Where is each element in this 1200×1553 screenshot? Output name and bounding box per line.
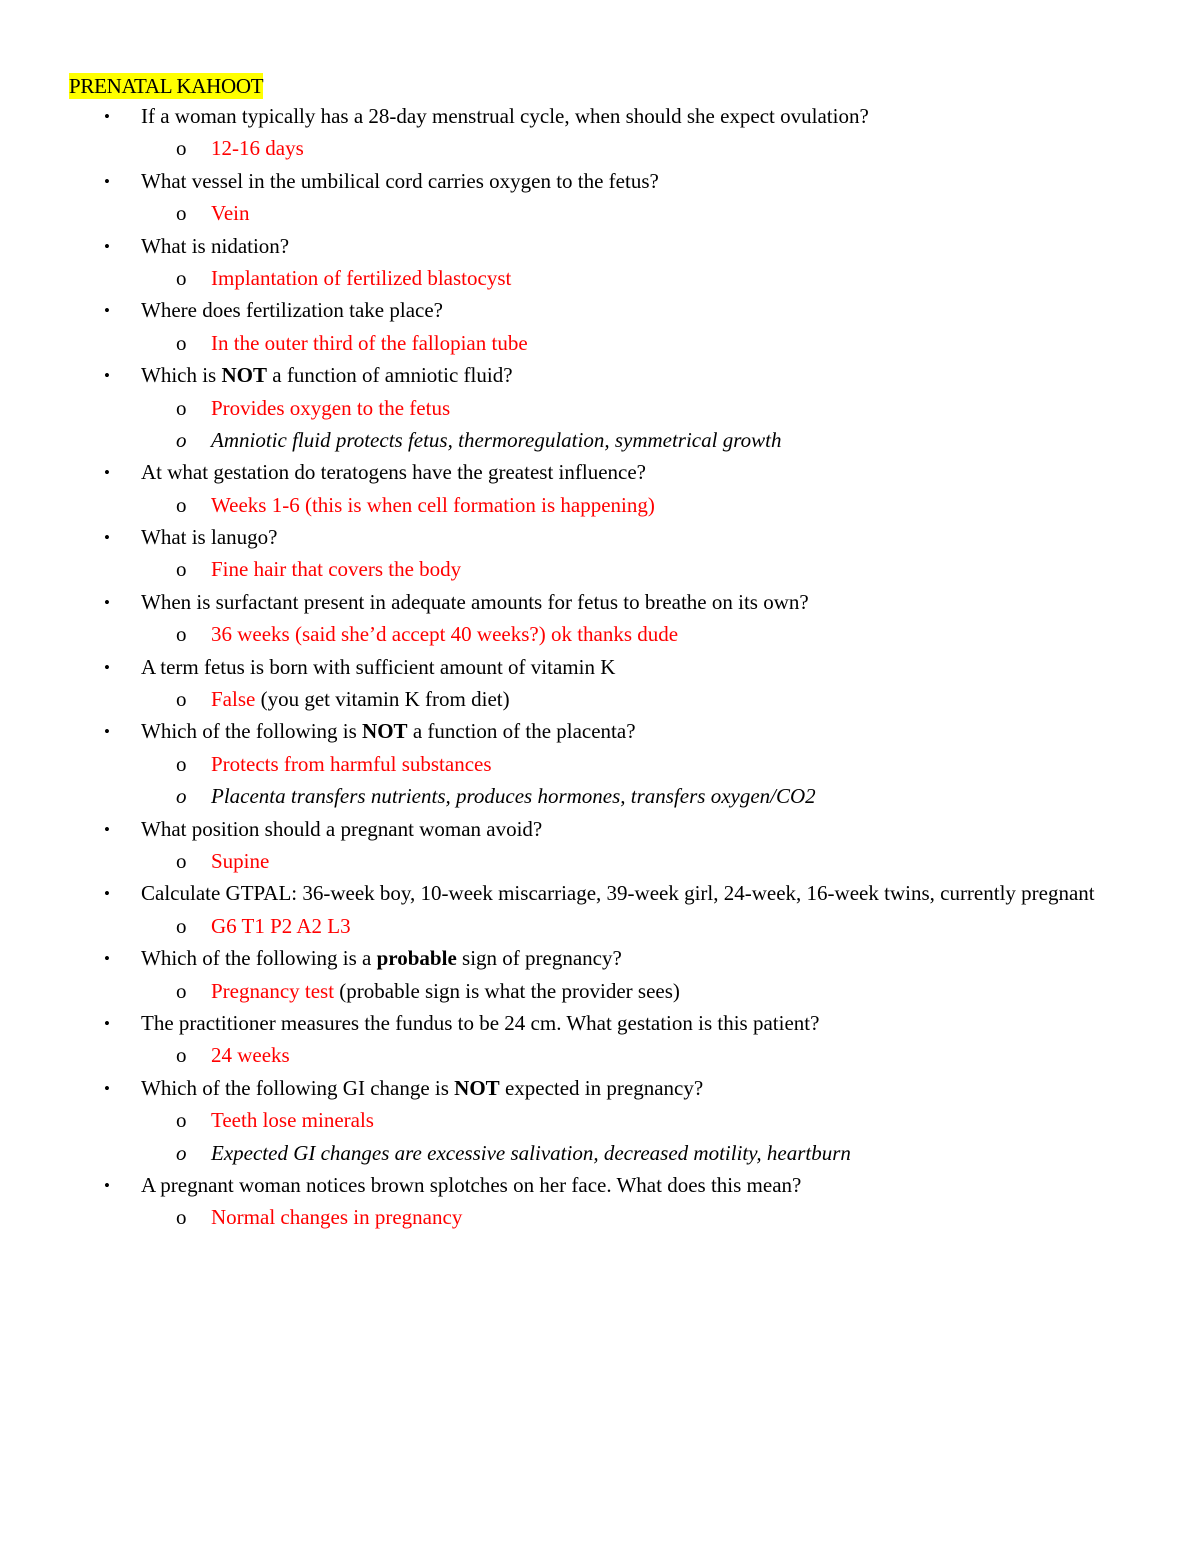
- note-text: Expected GI changes are excessive salivation, decreased motility, heartburn: [211, 1140, 851, 1165]
- question-text: Where does fertilization take place?: [141, 298, 443, 323]
- question-item: [0, 814, 1200, 845]
- answer-text: In the outer third of the fallopian tube: [211, 330, 528, 355]
- sub-bullet-icon: o: [176, 913, 187, 938]
- answer-text: Pregnancy test: [211, 978, 335, 1003]
- question-text: What position should a pregnant woman avoid?: [141, 816, 543, 841]
- bullet-icon: •: [104, 1013, 110, 1033]
- sub-bullet-icon: o: [176, 1043, 187, 1068]
- question-text-post: expected in pregnancy?: [499, 1075, 704, 1100]
- answer-explanation: (probable sign is what the provider sees): [334, 978, 680, 1003]
- sub-bullet-icon: o: [176, 427, 187, 452]
- question-text-post: sign of pregnancy?: [456, 946, 622, 971]
- answer-item: [0, 490, 1200, 521]
- note-text: Placenta transfers nutrients, produces hormones, transfers oxygen/CO2: [211, 784, 816, 809]
- answer-item: [0, 749, 1200, 780]
- bullet-icon: •: [104, 722, 110, 742]
- question-text: A pregnant woman notices brown splotches on her face. What does this mean?: [141, 1172, 802, 1197]
- answer-text: 12-16 days: [211, 136, 304, 161]
- question-text-pre: Which of the following is a: [141, 946, 377, 971]
- question-item: [0, 101, 1200, 132]
- answer-text: Weeks 1-6 (this is when cell formation is happening): [211, 492, 655, 517]
- question-text-pre: Which is: [141, 363, 222, 388]
- answer-note: [0, 1138, 1200, 1169]
- bullet-icon: •: [104, 236, 110, 256]
- answer-text: G6 T1 P2 A2 L3: [211, 913, 351, 938]
- answer-text: 36 weeks (said she’d accept 40 weeks?) ok thanks dude: [211, 622, 679, 647]
- answer-item: [0, 911, 1200, 942]
- sub-bullet-icon: o: [176, 1205, 187, 1230]
- question-item: [0, 166, 1200, 197]
- answer-item: [0, 554, 1200, 585]
- question-text: What is lanugo?: [141, 525, 278, 550]
- question-list: [0, 101, 1200, 1235]
- sub-bullet-icon: o: [176, 201, 187, 226]
- sub-bullet-icon: o: [176, 784, 187, 809]
- question-item: [0, 587, 1200, 618]
- sub-bullet-icon: o: [176, 557, 187, 582]
- answer-item: [0, 1040, 1200, 1071]
- answer-item: [0, 133, 1200, 164]
- answer-item: [0, 198, 1200, 229]
- question-text: Calculate GTPAL: 36-week boy, 10-week miscarriage, 39-week girl, 24-week, 16-week twins, currently pregnant: [141, 881, 1095, 906]
- question-text-post: a function of the placenta?: [407, 719, 636, 744]
- question-text: What is nidation?: [141, 233, 290, 258]
- bullet-icon: •: [104, 657, 110, 677]
- question-text-pre: Which of the following is: [141, 719, 363, 744]
- bullet-icon: •: [104, 463, 110, 483]
- question-item: [0, 878, 1200, 909]
- bullet-icon: •: [104, 107, 110, 126]
- sub-bullet-icon: o: [176, 1108, 187, 1133]
- answer-text: Provides oxygen to the fetus: [211, 395, 451, 420]
- bullet-icon: •: [104, 301, 110, 321]
- question-item: [0, 943, 1200, 974]
- note-text: Amniotic fluid protects fetus, thermoregulation, symmetrical growth: [211, 427, 782, 452]
- question-text: At what gestation do teratogens have the greatest influence?: [141, 460, 646, 485]
- sub-bullet-icon: o: [176, 1140, 187, 1165]
- question-text: When is surfactant present in adequate amounts for fetus to breathe on its own?: [141, 589, 809, 614]
- question-text: If a woman typically has a 28-day menstrual cycle, when should she expect ovulation?: [141, 104, 869, 128]
- question-text: A term fetus is born with sufficient amount of vitamin K: [141, 654, 616, 679]
- question-item: [0, 1008, 1200, 1039]
- sub-bullet-icon: o: [176, 622, 187, 647]
- bullet-icon: •: [104, 884, 110, 904]
- question-item: [0, 457, 1200, 488]
- answer-text: Supine: [211, 848, 270, 873]
- answer-item: [0, 1105, 1200, 1136]
- sub-bullet-icon: o: [176, 330, 187, 355]
- answer-text: Protects from harmful substances: [211, 751, 492, 776]
- answer-item: [0, 393, 1200, 424]
- question-text-pre: Which of the following GI change is: [141, 1075, 455, 1100]
- answer-text: Normal changes in pregnancy: [211, 1205, 463, 1230]
- answer-explanation: (you get vitamin K from diet): [255, 687, 510, 712]
- sub-bullet-icon: o: [176, 848, 187, 873]
- question-item: [0, 1170, 1200, 1201]
- question-text: What vessel in the umbilical cord carries oxygen to the fetus?: [141, 168, 659, 193]
- bullet-icon: •: [104, 171, 110, 191]
- answer-item: [0, 1202, 1200, 1233]
- bullet-icon: •: [104, 592, 110, 612]
- question-emphasis: NOT: [454, 1075, 500, 1100]
- sub-bullet-icon: o: [176, 751, 187, 776]
- question-text-post: a function of amniotic fluid?: [267, 363, 513, 388]
- sub-bullet-icon: o: [176, 687, 187, 712]
- answer-note: [0, 781, 1200, 812]
- sub-bullet-icon: o: [176, 136, 187, 161]
- bullet-icon: •: [104, 1078, 110, 1098]
- bullet-icon: •: [104, 949, 110, 969]
- answer-text: Fine hair that covers the body: [211, 557, 462, 582]
- answer-item: [0, 619, 1200, 650]
- bullet-icon: •: [104, 1175, 110, 1195]
- answer-text: Vein: [211, 201, 250, 226]
- question-text: The practitioner measures the fundus to be 24 cm. What gestation is this patient?: [141, 1010, 820, 1035]
- sub-bullet-icon: o: [176, 395, 187, 420]
- sub-bullet-icon: o: [176, 492, 187, 517]
- answer-text: False: [211, 687, 256, 712]
- question-item: [0, 652, 1200, 683]
- question-emphasis: NOT: [362, 719, 408, 744]
- document-title: PRENATAL KAHOOT: [69, 74, 264, 98]
- answer-item: [0, 846, 1200, 877]
- question-emphasis: probable: [376, 946, 457, 971]
- bullet-icon: •: [104, 819, 110, 839]
- bullet-icon: •: [104, 528, 110, 548]
- answer-item: [0, 328, 1200, 359]
- question-item: [0, 295, 1200, 326]
- answer-item: [0, 976, 1200, 1007]
- question-item: [0, 231, 1200, 262]
- answer-text: Implantation of fertilized blastocyst: [211, 265, 512, 290]
- answer-item: [0, 684, 1200, 715]
- question-item: [0, 1073, 1200, 1104]
- sub-bullet-icon: o: [176, 265, 187, 290]
- question-emphasis: NOT: [221, 363, 267, 388]
- answer-text: Teeth lose minerals: [211, 1108, 374, 1133]
- question-item: [0, 360, 1200, 391]
- question-item: [0, 716, 1200, 747]
- answer-note: [0, 425, 1200, 456]
- sub-bullet-icon: o: [176, 978, 187, 1003]
- answer-text: 24 weeks: [211, 1043, 290, 1068]
- question-item: [0, 522, 1200, 553]
- answer-item: [0, 263, 1200, 294]
- bullet-icon: •: [104, 366, 110, 386]
